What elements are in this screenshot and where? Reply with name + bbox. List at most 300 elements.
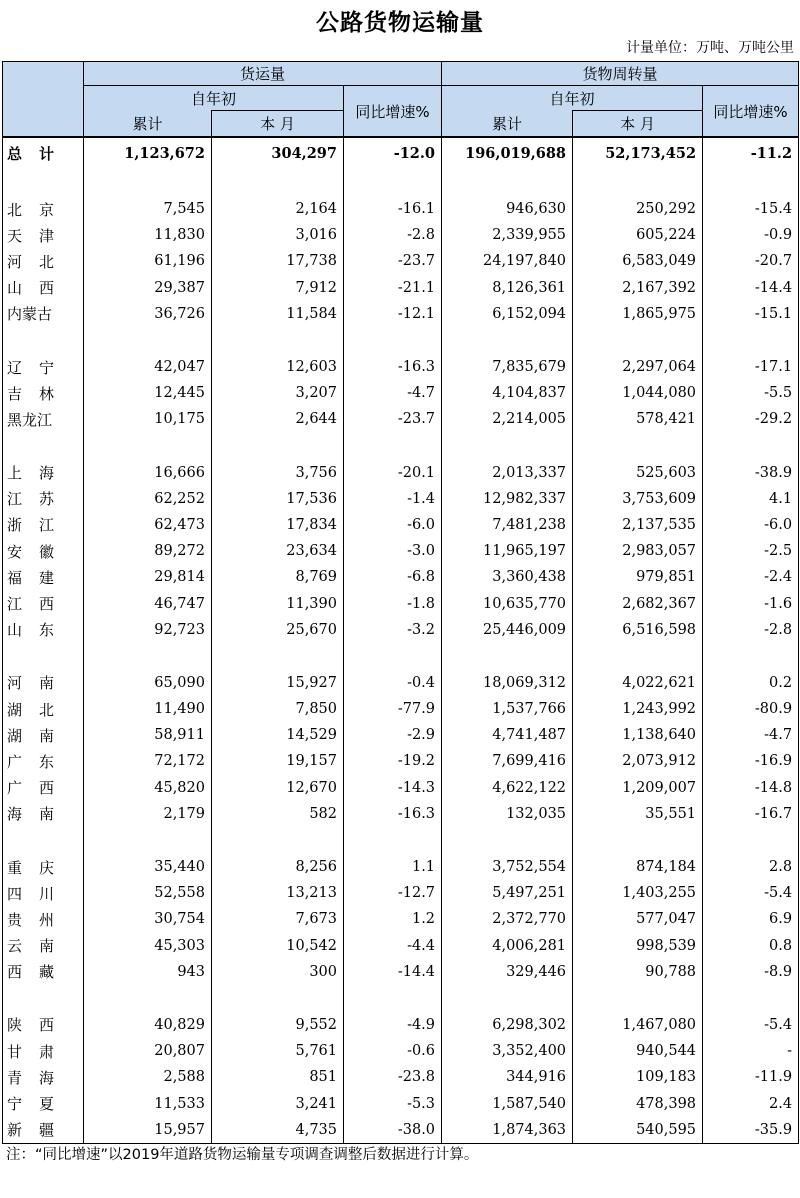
region-name: 上海 (3, 460, 84, 486)
cell-volume-yoy: -23.7 (344, 406, 442, 432)
cell-volume-yoy: -21.1 (344, 275, 442, 301)
header-turnover-yoy: 同比增速% (703, 86, 799, 138)
cell-turnover-ytd: 3,352,400 (442, 1038, 573, 1064)
cell-turnover-month: 998,539 (573, 933, 703, 959)
cell-turnover-yoy: -8.9 (703, 959, 799, 985)
empty-cell (442, 169, 573, 196)
cell-turnover-month: 605,224 (573, 222, 703, 248)
cell-volume-ytd: 35,440 (84, 854, 212, 880)
cell-volume-month: 12,670 (212, 775, 344, 801)
table-header (3, 62, 799, 138)
table-row (3, 880, 799, 906)
region-name: 陕西 (3, 1012, 84, 1038)
cell-turnover-ytd: 3,360,438 (442, 564, 573, 590)
cell-turnover-month: 2,983,057 (573, 538, 703, 564)
cell-volume-ytd: 62,252 (84, 486, 212, 512)
freight-table (2, 61, 799, 1144)
cell-turnover-ytd: 6,152,094 (442, 301, 573, 327)
cell-volume-yoy: 1.1 (344, 854, 442, 880)
cell-turnover-month: 1,403,255 (573, 880, 703, 906)
header-volume-yoy: 同比增速% (344, 86, 442, 138)
table-row (3, 590, 799, 616)
empty-cell (442, 985, 573, 1012)
cell-turnover-ytd: 196,019,688 (442, 137, 573, 169)
cell-turnover-yoy: -2.4 (703, 564, 799, 590)
region-name: 河南 (3, 670, 84, 696)
cell-turnover-ytd: 8,126,361 (442, 275, 573, 301)
cell-turnover-ytd: 5,497,251 (442, 880, 573, 906)
cell-volume-ytd: 7,545 (84, 196, 212, 222)
cell-volume-ytd: 12,445 (84, 380, 212, 406)
region-name: 北京 (3, 196, 84, 222)
cell-turnover-yoy: -15.4 (703, 196, 799, 222)
cell-turnover-yoy: -1.6 (703, 590, 799, 616)
region-name: 山东 (3, 617, 84, 643)
header-volume-ytd-line1: 自年初 (84, 86, 344, 111)
cell-volume-month: 3,756 (212, 460, 344, 486)
cell-volume-ytd: 92,723 (84, 617, 212, 643)
cell-volume-yoy: 1.2 (344, 906, 442, 932)
cell-turnover-ytd: 3,752,554 (442, 854, 573, 880)
empty-cell (84, 327, 212, 354)
empty-cell (212, 985, 344, 1012)
cell-volume-ytd: 16,666 (84, 460, 212, 486)
cell-turnover-month: 2,167,392 (573, 275, 703, 301)
table-row (3, 1090, 799, 1116)
cell-volume-ytd: 20,807 (84, 1038, 212, 1064)
cell-turnover-ytd: 2,372,770 (442, 906, 573, 932)
region-name: 黑龙江 (3, 406, 84, 432)
table-row (3, 248, 799, 274)
cell-turnover-yoy: -15.1 (703, 301, 799, 327)
cell-volume-month: 10,542 (212, 933, 344, 959)
region-name: 内蒙古 (3, 301, 84, 327)
table-row (3, 1012, 799, 1038)
cell-turnover-ytd: 1,537,766 (442, 696, 573, 722)
page-title: 公路货物运输量 (316, 10, 484, 36)
table-row (3, 1117, 799, 1144)
region-name: 浙江 (3, 512, 84, 538)
cell-volume-ytd: 2,588 (84, 1064, 212, 1090)
cell-volume-yoy: -77.9 (344, 696, 442, 722)
table-row (3, 196, 799, 222)
cell-volume-month: 851 (212, 1064, 344, 1090)
cell-turnover-month: 940,544 (573, 1038, 703, 1064)
cell-turnover-month: 540,595 (573, 1117, 703, 1144)
cell-turnover-yoy: -14.4 (703, 275, 799, 301)
cell-turnover-month: 6,583,049 (573, 248, 703, 274)
cell-turnover-yoy: -29.2 (703, 406, 799, 432)
region-name: 新疆 (3, 1117, 84, 1144)
cell-turnover-yoy: -5.4 (703, 1012, 799, 1038)
cell-volume-month: 582 (212, 801, 344, 827)
empty-cell (703, 985, 799, 1012)
cell-turnover-yoy: -2.8 (703, 617, 799, 643)
table-row (3, 617, 799, 643)
empty-cell (573, 827, 703, 854)
cell-volume-yoy: -12.7 (344, 880, 442, 906)
empty-cell (344, 169, 442, 196)
cell-volume-month: 9,552 (212, 1012, 344, 1038)
region-name: 安徽 (3, 538, 84, 564)
cell-volume-ytd: 2,179 (84, 801, 212, 827)
empty-cell (344, 643, 442, 670)
cell-turnover-ytd: 11,965,197 (442, 538, 573, 564)
empty-cell (703, 327, 799, 354)
cell-turnover-yoy: -38.9 (703, 460, 799, 486)
cell-turnover-month: 874,184 (573, 854, 703, 880)
unit-label: 计量单位：万吨、万吨公里 (626, 40, 794, 56)
cell-turnover-month: 1,467,080 (573, 1012, 703, 1038)
cell-volume-yoy: -16.3 (344, 801, 442, 827)
cell-turnover-ytd: 2,214,005 (442, 406, 573, 432)
empty-cell (442, 827, 573, 854)
cell-turnover-yoy: 4.1 (703, 486, 799, 512)
cell-volume-ytd: 62,473 (84, 512, 212, 538)
cell-volume-ytd: 45,820 (84, 775, 212, 801)
cell-volume-yoy: -4.4 (344, 933, 442, 959)
cell-volume-month: 17,834 (212, 512, 344, 538)
cell-turnover-ytd: 4,741,487 (442, 722, 573, 748)
cell-turnover-yoy: -17.1 (703, 354, 799, 380)
region-name: 吉林 (3, 380, 84, 406)
empty-cell (344, 827, 442, 854)
group-spacer-row (3, 327, 799, 354)
region-name: 江苏 (3, 486, 84, 512)
cell-volume-ytd: 42,047 (84, 354, 212, 380)
region-name: 广东 (3, 748, 84, 774)
cell-turnover-yoy: -6.0 (703, 512, 799, 538)
table-row (3, 486, 799, 512)
cell-volume-yoy: -19.2 (344, 748, 442, 774)
cell-volume-ytd: 61,196 (84, 248, 212, 274)
cell-volume-yoy: -0.6 (344, 1038, 442, 1064)
empty-cell (442, 327, 573, 354)
cell-volume-ytd: 46,747 (84, 590, 212, 616)
cell-turnover-yoy: -16.7 (703, 801, 799, 827)
cell-volume-ytd: 45,303 (84, 933, 212, 959)
cell-turnover-yoy: -0.9 (703, 222, 799, 248)
empty-cell (573, 643, 703, 670)
cell-turnover-month: 1,044,080 (573, 380, 703, 406)
cell-turnover-ytd: 1,874,363 (442, 1117, 573, 1144)
cell-turnover-ytd: 7,835,679 (442, 354, 573, 380)
cell-turnover-yoy: -2.5 (703, 538, 799, 564)
cell-volume-month: 25,670 (212, 617, 344, 643)
cell-volume-month: 3,016 (212, 222, 344, 248)
header-turnover-ytd-line2: 累计 (442, 111, 573, 138)
cell-volume-ytd: 11,533 (84, 1090, 212, 1116)
table-row (3, 512, 799, 538)
table-row (3, 460, 799, 486)
cell-turnover-month: 1,865,975 (573, 301, 703, 327)
empty-cell (84, 827, 212, 854)
empty-cell (344, 985, 442, 1012)
cell-turnover-month: 90,788 (573, 959, 703, 985)
cell-turnover-ytd: 18,069,312 (442, 670, 573, 696)
empty-cell (3, 643, 84, 670)
group-spacer-row (3, 985, 799, 1012)
region-name: 广西 (3, 775, 84, 801)
cell-turnover-ytd: 132,035 (442, 801, 573, 827)
cell-turnover-month: 3,753,609 (573, 486, 703, 512)
cell-volume-month: 300 (212, 959, 344, 985)
table-row (3, 722, 799, 748)
cell-volume-month: 2,164 (212, 196, 344, 222)
cell-turnover-month: 2,137,535 (573, 512, 703, 538)
empty-cell (703, 827, 799, 854)
cell-volume-yoy: -2.8 (344, 222, 442, 248)
cell-turnover-ytd: 344,916 (442, 1064, 573, 1090)
region-name: 海南 (3, 801, 84, 827)
table-row (3, 748, 799, 774)
cell-volume-yoy: -38.0 (344, 1117, 442, 1144)
empty-cell (84, 643, 212, 670)
cell-turnover-ytd: 4,104,837 (442, 380, 573, 406)
table-row (3, 301, 799, 327)
cell-turnover-yoy: -4.7 (703, 722, 799, 748)
cell-turnover-month: 2,297,064 (573, 354, 703, 380)
table-row (3, 1038, 799, 1064)
empty-cell (442, 643, 573, 670)
cell-volume-month: 7,912 (212, 275, 344, 301)
cell-volume-month: 3,241 (212, 1090, 344, 1116)
cell-turnover-yoy: -11.2 (703, 137, 799, 169)
region-name: 西藏 (3, 959, 84, 985)
table-row (3, 854, 799, 880)
table-row (3, 959, 799, 985)
cell-turnover-month: 478,398 (573, 1090, 703, 1116)
cell-turnover-month: 35,551 (573, 801, 703, 827)
header-freight-volume: 货运量 (84, 62, 442, 86)
cell-volume-yoy: -4.9 (344, 1012, 442, 1038)
region-name: 湖北 (3, 696, 84, 722)
empty-cell (3, 985, 84, 1012)
cell-volume-yoy: -20.1 (344, 460, 442, 486)
cell-volume-ytd: 65,090 (84, 670, 212, 696)
cell-turnover-ytd: 25,446,009 (442, 617, 573, 643)
empty-cell (84, 169, 212, 196)
table-row (3, 696, 799, 722)
table-row (3, 564, 799, 590)
region-name: 青海 (3, 1064, 84, 1090)
cell-volume-month: 17,738 (212, 248, 344, 274)
region-name: 辽宁 (3, 354, 84, 380)
cell-turnover-yoy: -14.8 (703, 775, 799, 801)
group-spacer-row (3, 643, 799, 670)
cell-volume-yoy: -23.7 (344, 248, 442, 274)
cell-turnover-month: 578,421 (573, 406, 703, 432)
table-row (3, 775, 799, 801)
group-spacer-row (3, 433, 799, 460)
cell-volume-month: 11,390 (212, 590, 344, 616)
cell-turnover-ytd: 12,982,337 (442, 486, 573, 512)
header-volume-ytd-line2: 累计 (84, 111, 212, 138)
cell-volume-ytd: 58,911 (84, 722, 212, 748)
table-body (3, 137, 799, 1143)
cell-turnover-ytd: 24,197,840 (442, 248, 573, 274)
cell-volume-yoy: -1.8 (344, 590, 442, 616)
region-name: 福建 (3, 564, 84, 590)
cell-turnover-month: 525,603 (573, 460, 703, 486)
cell-turnover-yoy: 2.8 (703, 854, 799, 880)
table-row (3, 380, 799, 406)
cell-turnover-yoy: -16.9 (703, 748, 799, 774)
cell-volume-yoy: -1.4 (344, 486, 442, 512)
empty-cell (84, 985, 212, 1012)
empty-cell (703, 169, 799, 196)
cell-volume-yoy: -23.8 (344, 1064, 442, 1090)
header-freight-turnover: 货物周转量 (442, 62, 799, 86)
cell-volume-ytd: 29,387 (84, 275, 212, 301)
cell-volume-month: 19,157 (212, 748, 344, 774)
region-name: 宁夏 (3, 1090, 84, 1116)
cell-volume-yoy: -14.3 (344, 775, 442, 801)
cell-volume-ytd: 72,172 (84, 748, 212, 774)
cell-volume-yoy: -3.0 (344, 538, 442, 564)
cell-turnover-month: 1,243,992 (573, 696, 703, 722)
cell-turnover-ytd: 10,635,770 (442, 590, 573, 616)
cell-turnover-month: 4,022,621 (573, 670, 703, 696)
cell-volume-ytd: 10,175 (84, 406, 212, 432)
cell-volume-ytd: 29,814 (84, 564, 212, 590)
cell-volume-yoy: -16.3 (344, 354, 442, 380)
cell-volume-yoy: -14.4 (344, 959, 442, 985)
cell-volume-ytd: 11,490 (84, 696, 212, 722)
cell-volume-yoy: -0.4 (344, 670, 442, 696)
cell-turnover-yoy: -11.9 (703, 1064, 799, 1090)
cell-turnover-ytd: 329,446 (442, 959, 573, 985)
cell-turnover-yoy: 6.9 (703, 906, 799, 932)
cell-volume-month: 8,769 (212, 564, 344, 590)
header-turnover-ytd-line1: 自年初 (442, 86, 703, 111)
region-name: 四川 (3, 880, 84, 906)
cell-volume-ytd: 1,123,672 (84, 137, 212, 169)
group-spacer-row (3, 827, 799, 854)
group-spacer-row (3, 169, 799, 196)
cell-turnover-ytd: 4,006,281 (442, 933, 573, 959)
table-row (3, 275, 799, 301)
table-row (3, 933, 799, 959)
cell-turnover-ytd: 2,013,337 (442, 460, 573, 486)
region-name: 贵州 (3, 906, 84, 932)
region-name: 河北 (3, 248, 84, 274)
cell-turnover-month: 577,047 (573, 906, 703, 932)
cell-volume-yoy: -12.1 (344, 301, 442, 327)
empty-cell (3, 327, 84, 354)
table-row (3, 222, 799, 248)
cell-turnover-ytd: 7,699,416 (442, 748, 573, 774)
cell-volume-yoy: -6.8 (344, 564, 442, 590)
cell-volume-ytd: 52,558 (84, 880, 212, 906)
empty-cell (344, 327, 442, 354)
region-name: 江西 (3, 590, 84, 616)
cell-turnover-month: 52,173,452 (573, 137, 703, 169)
table-row (3, 670, 799, 696)
empty-cell (573, 327, 703, 354)
cell-turnover-yoy: - (703, 1038, 799, 1064)
cell-volume-month: 2,644 (212, 406, 344, 432)
cell-turnover-ytd: 2,339,955 (442, 222, 573, 248)
cell-turnover-yoy: -5.5 (703, 380, 799, 406)
cell-turnover-month: 109,183 (573, 1064, 703, 1090)
table-row (3, 538, 799, 564)
cell-turnover-yoy: -35.9 (703, 1117, 799, 1144)
header-volume-month: 本 月 (212, 111, 344, 138)
cell-turnover-month: 1,138,640 (573, 722, 703, 748)
cell-volume-ytd: 36,726 (84, 301, 212, 327)
cell-turnover-ytd: 7,481,238 (442, 512, 573, 538)
cell-turnover-yoy: 0.2 (703, 670, 799, 696)
cell-turnover-month: 250,292 (573, 196, 703, 222)
empty-cell (573, 169, 703, 196)
table-row (3, 801, 799, 827)
cell-volume-month: 5,761 (212, 1038, 344, 1064)
cell-volume-yoy: -16.1 (344, 196, 442, 222)
region-name: 甘肃 (3, 1038, 84, 1064)
empty-cell (3, 827, 84, 854)
cell-volume-yoy: -12.0 (344, 137, 442, 169)
cell-volume-yoy: -5.3 (344, 1090, 442, 1116)
cell-volume-month: 4,735 (212, 1117, 344, 1144)
cell-volume-month: 7,673 (212, 906, 344, 932)
cell-volume-month: 8,256 (212, 854, 344, 880)
cell-turnover-month: 6,516,598 (573, 617, 703, 643)
cell-turnover-month: 2,682,367 (573, 590, 703, 616)
cell-turnover-month: 979,851 (573, 564, 703, 590)
region-name: 重庆 (3, 854, 84, 880)
empty-cell (212, 169, 344, 196)
cell-volume-yoy: -2.9 (344, 722, 442, 748)
empty-cell (573, 985, 703, 1012)
cell-volume-month: 15,927 (212, 670, 344, 696)
cell-volume-month: 11,584 (212, 301, 344, 327)
cell-turnover-ytd: 1,587,540 (442, 1090, 573, 1116)
empty-cell (212, 827, 344, 854)
cell-turnover-yoy: 2.4 (703, 1090, 799, 1116)
cell-turnover-yoy: -5.4 (703, 880, 799, 906)
cell-volume-ytd: 40,829 (84, 1012, 212, 1038)
cell-volume-month: 12,603 (212, 354, 344, 380)
total-row (3, 137, 799, 169)
table-row (3, 354, 799, 380)
region-name: 总计 (3, 137, 84, 169)
footnote: 注：“同比增速”以2019年道路货物运输量专项调查调整后数据进行计算。 (6, 1147, 479, 1163)
empty-cell (212, 433, 344, 460)
empty-cell (442, 433, 573, 460)
cell-volume-month: 7,850 (212, 696, 344, 722)
cell-turnover-yoy: -80.9 (703, 696, 799, 722)
empty-cell (3, 433, 84, 460)
region-name: 湖南 (3, 722, 84, 748)
region-name: 天津 (3, 222, 84, 248)
cell-turnover-month: 1,209,007 (573, 775, 703, 801)
cell-volume-yoy: -3.2 (344, 617, 442, 643)
cell-volume-ytd: 89,272 (84, 538, 212, 564)
cell-turnover-yoy: 0.8 (703, 933, 799, 959)
table-row (3, 1064, 799, 1090)
header-turnover-month: 本 月 (573, 111, 703, 138)
header-region-corner (3, 62, 84, 138)
empty-cell (703, 643, 799, 670)
empty-cell (344, 433, 442, 460)
cell-volume-ytd: 30,754 (84, 906, 212, 932)
empty-cell (212, 643, 344, 670)
cell-volume-month: 3,207 (212, 380, 344, 406)
empty-cell (212, 327, 344, 354)
table-row (3, 906, 799, 932)
empty-cell (84, 433, 212, 460)
